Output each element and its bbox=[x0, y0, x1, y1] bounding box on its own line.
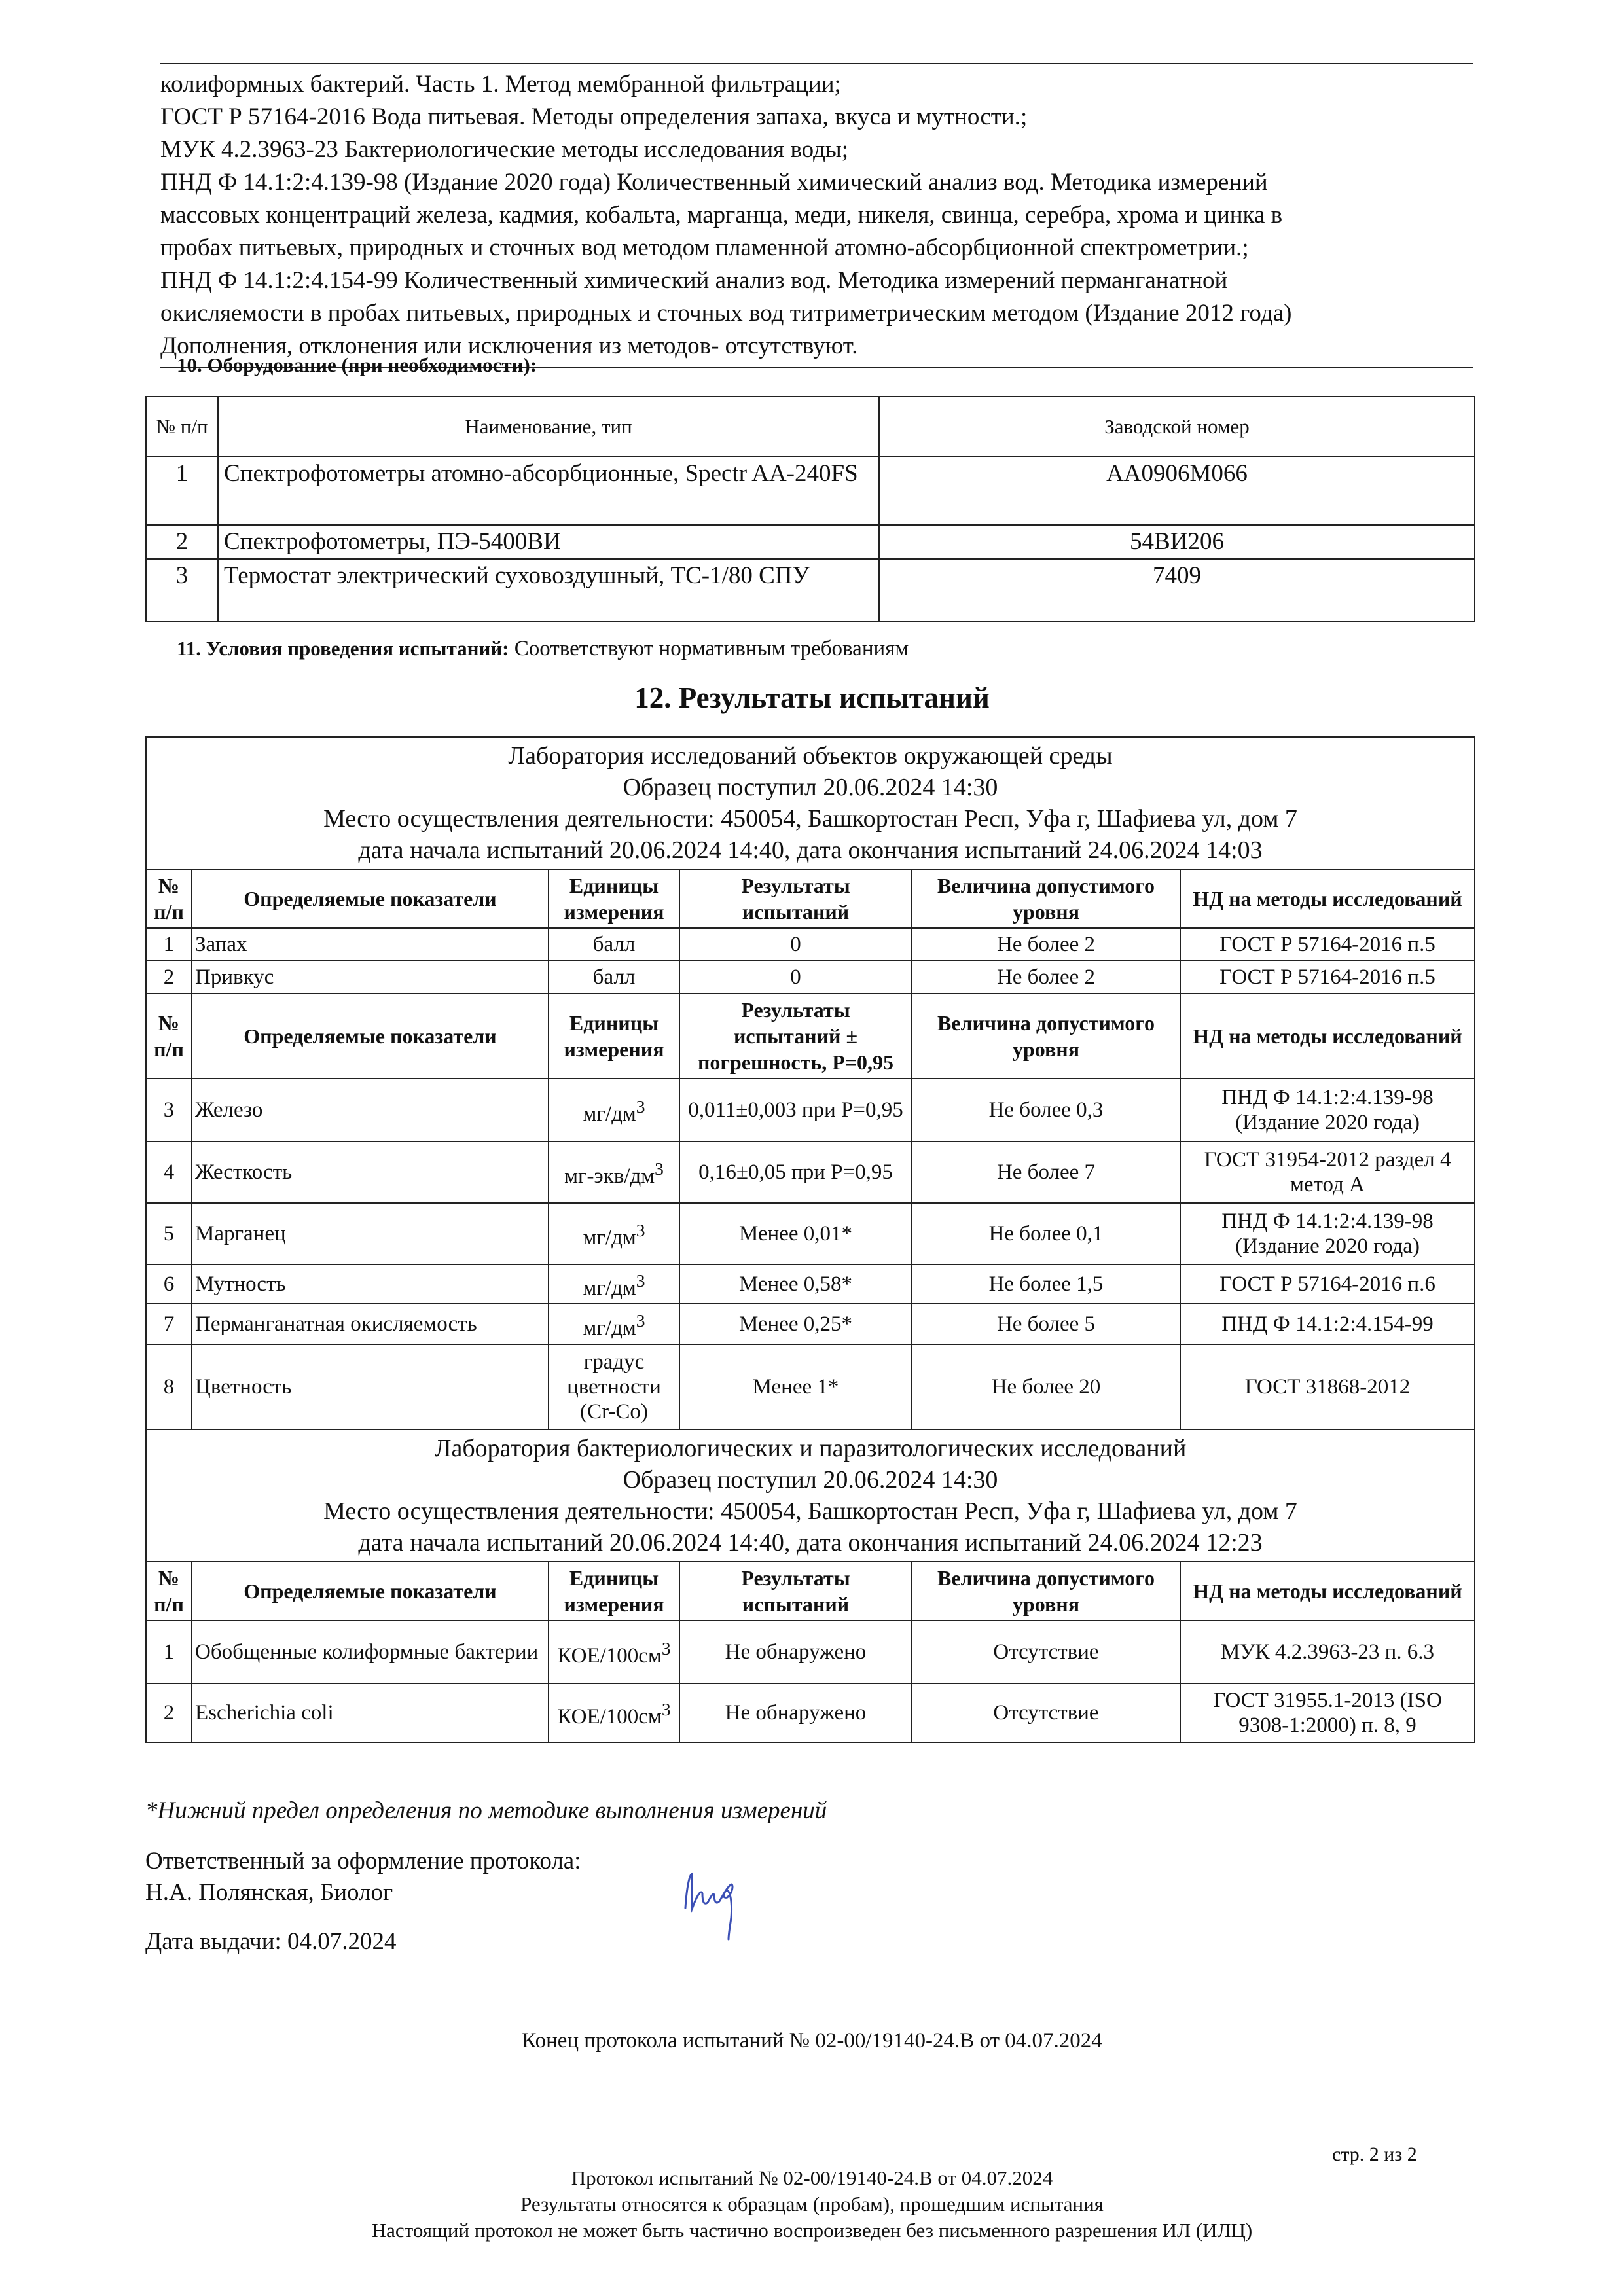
table-row bbox=[146, 457, 1475, 525]
section-10-title: 10. Оборудование (при необходимости): bbox=[177, 353, 537, 376]
page-footer bbox=[0, 2165, 1624, 2244]
unit-exponent: 3 bbox=[636, 1219, 645, 1240]
result: 0 bbox=[679, 928, 912, 961]
row-number: 3 bbox=[146, 1079, 192, 1141]
indicator-name: Железо bbox=[192, 1079, 549, 1141]
indicator-name: Escherichia coli bbox=[192, 1683, 549, 1742]
responsible-person: Н.А. Полянская, Биолог bbox=[145, 1879, 393, 1906]
methods-list bbox=[160, 63, 1473, 368]
lab2-sample-received: Образец поступил 20.06.2024 14:30 bbox=[623, 1466, 998, 1494]
table-row bbox=[146, 928, 1475, 961]
row-number: 5 bbox=[146, 1203, 192, 1265]
unit-exponent: 3 bbox=[655, 1158, 664, 1179]
row-number: 1 bbox=[146, 1621, 192, 1683]
col-header-method: НД на методы исследований bbox=[1180, 994, 1475, 1079]
method-line: МУК 4.2.3963-23 Бактериологические методы исследования воды; bbox=[160, 136, 849, 163]
responsible-block bbox=[145, 1846, 581, 1909]
indicator-name: Обобщенные колиформные бактерии bbox=[192, 1621, 549, 1683]
method-line: ПНД Ф 14.1:2:4.154-99 Количественный химический анализ вод. Методика измерений перманганатной bbox=[160, 267, 1228, 294]
row-number: 2 bbox=[146, 525, 218, 559]
equipment-name: Термостат электрический суховоздушный, ТС-1/80 СПУ bbox=[218, 559, 879, 622]
result: Менее 0,58* bbox=[679, 1265, 912, 1304]
result: Не обнаружено bbox=[679, 1683, 912, 1742]
unit-cell bbox=[549, 1079, 679, 1141]
row-number: 6 bbox=[146, 1265, 192, 1304]
unit: градус цветности (Cr-Co) bbox=[549, 1344, 679, 1429]
unit-exponent: 3 bbox=[636, 1310, 645, 1331]
footnote: *Нижний предел определения по методике выполнения измерений bbox=[145, 1797, 827, 1824]
table-row bbox=[146, 1344, 1475, 1429]
equipment-serial: 7409 bbox=[879, 559, 1475, 622]
unit: балл bbox=[549, 928, 679, 961]
method-line: ГОСТ Р 57164-2016 Вода питьевая. Методы определения запаха, вкуса и мутности.; bbox=[160, 103, 1028, 130]
col-header-unit: Единицы измерения bbox=[549, 1562, 679, 1621]
col-header-limit: Величина допустимого уровня bbox=[912, 869, 1180, 928]
unit-exponent: 3 bbox=[636, 1096, 645, 1117]
col-header-indicator: Определяемые показатели bbox=[192, 994, 549, 1079]
table-row bbox=[146, 1683, 1475, 1742]
col-header-number: № п/п bbox=[146, 1562, 192, 1621]
results-table bbox=[145, 736, 1475, 1743]
table-row bbox=[146, 961, 1475, 994]
equipment-name: Спектрофотометры атомно-абсорбционные, Spectr AA-240FS bbox=[218, 457, 879, 525]
results-header-row bbox=[146, 1562, 1475, 1621]
col-header-method: НД на методы исследований bbox=[1180, 869, 1475, 928]
limit: Отсутствие bbox=[912, 1683, 1180, 1742]
col-header-indicator: Определяемые показатели bbox=[192, 1562, 549, 1621]
limit: Не более 20 bbox=[912, 1344, 1180, 1429]
unit-exponent: 3 bbox=[636, 1270, 645, 1291]
section-11-label: 11. Условия проведения испытаний: bbox=[177, 637, 509, 660]
result: Не обнаружено bbox=[679, 1621, 912, 1683]
unit: мг/дм bbox=[583, 1225, 636, 1249]
table-row bbox=[146, 525, 1475, 559]
result: Менее 0,01* bbox=[679, 1203, 912, 1265]
limit: Не более 0,1 bbox=[912, 1203, 1180, 1265]
results-header-row bbox=[146, 994, 1475, 1079]
unit-exponent: 3 bbox=[661, 1638, 671, 1659]
limit: Не более 5 bbox=[912, 1304, 1180, 1344]
col-header-indicator: Определяемые показатели bbox=[192, 869, 549, 928]
method: ГОСТ Р 57164-2016 п.6 bbox=[1180, 1265, 1475, 1304]
indicator-name: Жесткость bbox=[192, 1141, 549, 1203]
table-row bbox=[146, 1141, 1475, 1203]
method: ПНД Ф 14.1:2:4.139-98 (Издание 2020 года) bbox=[1180, 1079, 1475, 1141]
table-row bbox=[146, 1203, 1475, 1265]
method: ГОСТ Р 57164-2016 п.5 bbox=[1180, 961, 1475, 994]
unit-exponent: 3 bbox=[661, 1698, 671, 1719]
indicator-name: Перманганатная окисляемость bbox=[192, 1304, 549, 1344]
result: Менее 1* bbox=[679, 1344, 912, 1429]
row-number: 7 bbox=[146, 1304, 192, 1344]
method: ГОСТ 31868-2012 bbox=[1180, 1344, 1475, 1429]
method-line: ПНД Ф 14.1:2:4.139-98 (Издание 2020 года) Количественный химический анализ вод. Методика измерений bbox=[160, 169, 1268, 196]
lab2-location: Место осуществления деятельности: 450054, Башкортостан Респ, Уфа г, Шафиева ул, дом 7 bbox=[323, 1498, 1297, 1525]
method-line: Дополнения, отклонения или исключения из методов- отсутствуют. bbox=[160, 332, 858, 359]
indicator-name: Мутность bbox=[192, 1265, 549, 1304]
table-row bbox=[146, 559, 1475, 622]
unit: КОЕ/100см bbox=[557, 1704, 662, 1729]
result: 0 bbox=[679, 961, 912, 994]
page-number: стр. 2 из 2 bbox=[1332, 2144, 1417, 2165]
unit-cell bbox=[549, 1621, 679, 1683]
section-11-value: Соответствуют нормативным требованиям bbox=[514, 637, 909, 660]
limit: Не более 0,3 bbox=[912, 1079, 1180, 1141]
indicator-name: Привкус bbox=[192, 961, 549, 994]
method: ПНД Ф 14.1:2:4.154-99 bbox=[1180, 1304, 1475, 1344]
col-header-serial: Заводской номер bbox=[879, 397, 1475, 457]
unit-cell bbox=[549, 1141, 679, 1203]
method-line: колиформных бактерий. Часть 1. Метод мембранной фильтрации; bbox=[160, 71, 841, 98]
lab2-name: Лаборатория бактериологических и паразитологических исследований bbox=[434, 1435, 1187, 1462]
row-number: 2 bbox=[146, 1683, 192, 1742]
table-row bbox=[146, 1621, 1475, 1683]
signature-image bbox=[677, 1862, 749, 1941]
method: ПНД Ф 14.1:2:4.139-98 (Издание 2020 года) bbox=[1180, 1203, 1475, 1265]
row-number: 1 bbox=[146, 457, 218, 525]
col-header-unit: Единицы измерения bbox=[549, 869, 679, 928]
table-row bbox=[146, 1265, 1475, 1304]
limit: Отсутствие bbox=[912, 1621, 1180, 1683]
col-header-result: Результаты испытаний bbox=[679, 869, 912, 928]
unit: мг/дм bbox=[583, 1102, 636, 1126]
col-header-limit: Величина допустимого уровня bbox=[912, 1562, 1180, 1621]
result: 0,16±0,05 при P=0,95 bbox=[679, 1141, 912, 1203]
col-header-limit: Величина допустимого уровня bbox=[912, 994, 1180, 1079]
unit-cell bbox=[549, 1265, 679, 1304]
col-header-number: № п/п bbox=[146, 994, 192, 1079]
result: Менее 0,25* bbox=[679, 1304, 912, 1344]
col-header-result: Результаты испытаний bbox=[679, 1562, 912, 1621]
method-line: массовых концентраций железа, кадмия, кобальта, марганца, меди, никеля, свинца, серебра, хрома и цинка в bbox=[160, 202, 1283, 228]
unit: мг/дм bbox=[583, 1276, 636, 1300]
limit: Не более 2 bbox=[912, 928, 1180, 961]
equipment-name: Спектрофотометры, ПЭ-5400ВИ bbox=[218, 525, 879, 559]
unit-cell bbox=[549, 1304, 679, 1344]
footer-copyright: Настоящий протокол не может быть частично воспроизведен без письменного разрешения ИЛ (ИЛЦ) bbox=[371, 2219, 1253, 2242]
method-line: окисляемости в пробах питьевых, природных и сточных вод титриметрическим методом (Издание 2012 года) bbox=[160, 300, 1292, 327]
col-header-result: Результаты испытаний ± погрешность, P=0,95 bbox=[679, 994, 912, 1079]
section-12-title: 12. Результаты испытаний bbox=[634, 681, 990, 714]
unit-cell bbox=[549, 1203, 679, 1265]
row-number: 3 bbox=[146, 559, 218, 622]
lab1-name: Лаборатория исследований объектов окружающей среды bbox=[508, 742, 1113, 770]
issue-date: Дата выдачи: 04.07.2024 bbox=[145, 1928, 397, 1955]
equipment-serial: 54ВИ206 bbox=[879, 525, 1475, 559]
col-header-name: Наименование, тип bbox=[218, 397, 879, 457]
result: 0,011±0,003 при P=0,95 bbox=[679, 1079, 912, 1141]
table-header-row bbox=[146, 397, 1475, 457]
row-number: 1 bbox=[146, 928, 192, 961]
lab1-info-row bbox=[146, 737, 1475, 869]
table-row bbox=[146, 1304, 1475, 1344]
row-number: 2 bbox=[146, 961, 192, 994]
equipment-serial: AA0906M066 bbox=[879, 457, 1475, 525]
results-header-row bbox=[146, 869, 1475, 928]
unit: мг/дм bbox=[583, 1316, 636, 1340]
col-header-number: № п/п bbox=[146, 869, 192, 928]
unit: балл bbox=[549, 961, 679, 994]
footer-protocol-id: Протокол испытаний № 02-00/19140-24.В от 04.07.2024 bbox=[571, 2166, 1053, 2189]
equipment-table bbox=[145, 396, 1475, 622]
col-header-number: № п/п bbox=[146, 397, 218, 457]
section-11 bbox=[177, 637, 909, 661]
method: ГОСТ Р 57164-2016 п.5 bbox=[1180, 928, 1475, 961]
indicator-name: Запах bbox=[192, 928, 549, 961]
limit: Не более 7 bbox=[912, 1141, 1180, 1203]
footer-note: Результаты относятся к образцам (пробам), прошедшим испытания bbox=[520, 2193, 1104, 2215]
lab1-location: Место осуществления деятельности: 450054, Башкортостан Респ, Уфа г, Шафиева ул, дом 7 bbox=[323, 805, 1297, 833]
unit-cell bbox=[549, 1683, 679, 1742]
lab2-info-row bbox=[146, 1429, 1475, 1562]
lab1-sample-received: Образец поступил 20.06.2024 14:30 bbox=[623, 774, 998, 801]
table-row bbox=[146, 1079, 1475, 1141]
method: ГОСТ 31954-2012 раздел 4 метод А bbox=[1180, 1141, 1475, 1203]
col-header-method: НД на методы исследований bbox=[1180, 1562, 1475, 1621]
indicator-name: Цветность bbox=[192, 1344, 549, 1429]
method: ГОСТ 31955.1-2013 (ISO 9308-1:2000) п. 8, 9 bbox=[1180, 1683, 1475, 1742]
method-line: пробах питьевых, природных и сточных вод методом пламенной атомно-абсорбционной спектрометрии.; bbox=[160, 234, 1249, 261]
row-number: 4 bbox=[146, 1141, 192, 1203]
lab1-test-dates: дата начала испытаний 20.06.2024 14:40, дата окончания испытаний 24.06.2024 14:03 bbox=[358, 836, 1263, 864]
col-header-unit: Единицы измерения bbox=[549, 994, 679, 1079]
responsible-label: Ответственный за оформление протокола: bbox=[145, 1848, 581, 1874]
end-of-protocol: Конец протокола испытаний № 02-00/19140-24.В от 04.07.2024 bbox=[522, 2029, 1102, 2053]
unit: мг-экв/дм bbox=[564, 1164, 655, 1188]
row-number: 8 bbox=[146, 1344, 192, 1429]
limit: Не более 1,5 bbox=[912, 1265, 1180, 1304]
limit: Не более 2 bbox=[912, 961, 1180, 994]
indicator-name: Марганец bbox=[192, 1203, 549, 1265]
unit: КОЕ/100см bbox=[557, 1643, 662, 1668]
lab2-test-dates: дата начала испытаний 20.06.2024 14:40, дата окончания испытаний 24.06.2024 12:23 bbox=[358, 1529, 1263, 1556]
method: МУК 4.2.3963-23 п. 6.3 bbox=[1180, 1621, 1475, 1683]
